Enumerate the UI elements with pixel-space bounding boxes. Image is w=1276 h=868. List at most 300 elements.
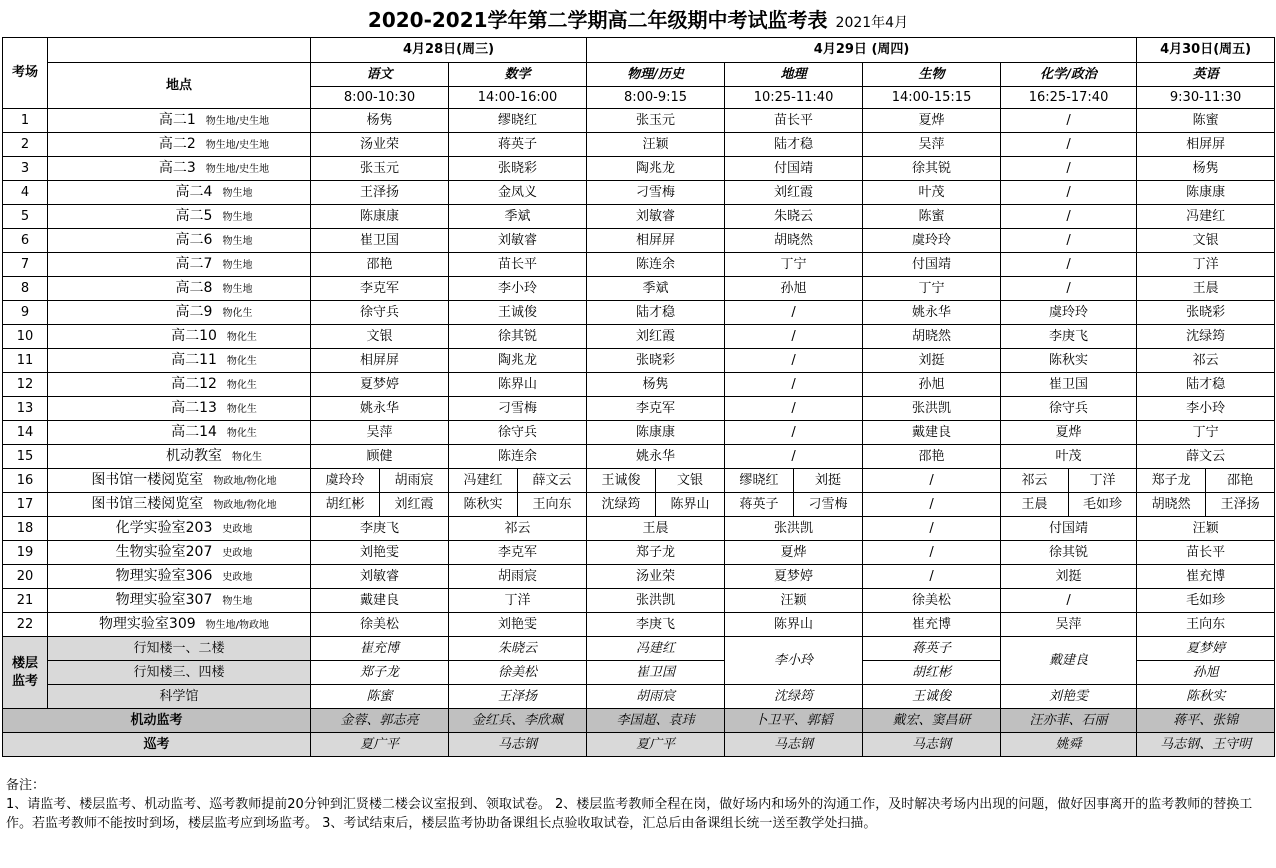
proctor-cell: 虞玲玲	[311, 469, 380, 493]
proctor-cell: 汤业荣	[311, 133, 449, 157]
room-location	[48, 181, 311, 205]
location-name: 物理实验室306	[115, 567, 213, 584]
proctor-cell: 缪晓红	[725, 469, 794, 493]
proctor-cell: /	[725, 445, 863, 469]
location-track: 物化生	[222, 307, 253, 319]
proctor-cell: 陈蜜	[1137, 109, 1275, 133]
table-row	[3, 325, 1275, 349]
location-track: 物化生	[226, 355, 257, 367]
proctor-cell: 刘挺	[1001, 565, 1137, 589]
proctor-cell: 陈康康	[587, 421, 725, 445]
table-bottom	[3, 637, 1275, 757]
room-location	[48, 277, 311, 301]
room-number: 12	[3, 373, 48, 397]
proctor-cell: 戴建良	[863, 421, 1001, 445]
proctor-cell: 刘红霞	[725, 181, 863, 205]
location-track: 物化生	[232, 451, 262, 463]
location-track: 物生地	[222, 187, 253, 199]
location-track: 物生地	[222, 283, 253, 295]
floor-label: 楼层监考	[3, 637, 48, 709]
table-row	[3, 301, 1275, 325]
proctor-cell: 祁云	[1137, 349, 1275, 373]
room-number: 22	[3, 613, 48, 637]
room-location	[48, 613, 311, 637]
proctor-cell: 胡红彬	[311, 493, 380, 517]
proctor-cell: 徐美松	[863, 589, 1001, 613]
location-track: 物生地	[222, 211, 253, 223]
proctor-cell: 崔充博	[863, 613, 1001, 637]
floor-row-1	[3, 637, 1275, 661]
proctor-cell: 刁雪梅	[449, 397, 587, 421]
patrol-cell: 马志钢	[449, 733, 587, 757]
floor-cell: 王泽扬	[449, 685, 587, 709]
proctor-cell: 陈界山	[449, 373, 587, 397]
table-row	[3, 205, 1275, 229]
room-location	[48, 469, 311, 493]
proctor-cell: 相屏屏	[311, 349, 449, 373]
header-subject: 语文	[311, 63, 449, 87]
room-location	[48, 229, 311, 253]
room-number: 14	[3, 421, 48, 445]
proctor-cell: 李克军	[587, 397, 725, 421]
header-date-2: 4月29日 (周四)	[587, 38, 1137, 63]
room-location	[48, 205, 311, 229]
proctor-cell: 杨隽	[587, 373, 725, 397]
floor-cell: 蒋英子	[863, 637, 1001, 661]
proctor-cell: 李庚飞	[311, 517, 449, 541]
location-name: 生物实验室207	[115, 543, 213, 560]
header-date-1: 4月28日(周三)	[311, 38, 587, 63]
proctor-cell: /	[1001, 157, 1137, 181]
floor-location: 科学馆	[48, 685, 311, 709]
proctor-cell: 郑子龙	[587, 541, 725, 565]
proctor-cell: 徐其锐	[449, 325, 587, 349]
proctor-cell: 顾健	[311, 445, 449, 469]
proctor-cell: 汤业荣	[587, 565, 725, 589]
proctor-cell: 吴萍	[311, 421, 449, 445]
proctor-cell: 苗长平	[1137, 541, 1275, 565]
proctor-cell: 朱晓云	[725, 205, 863, 229]
proctor-cell: 崔充博	[1137, 565, 1275, 589]
table-row	[3, 541, 1275, 565]
proctor-cell: 李小玲	[1137, 397, 1275, 421]
proctor-cell: 王泽扬	[1206, 493, 1275, 517]
proctor-cell: /	[1001, 277, 1137, 301]
proctor-cell: 陈界山	[656, 493, 725, 517]
location-name: 高二9	[175, 303, 213, 320]
header-blank	[48, 38, 311, 63]
proctor-cell: 蒋英子	[449, 133, 587, 157]
location-name: 高二3	[158, 159, 196, 176]
proctor-cell: /	[1001, 181, 1137, 205]
room-number: 16	[3, 469, 48, 493]
proctor-cell: 薛文云	[1137, 445, 1275, 469]
proctor-cell: /	[1001, 229, 1137, 253]
proctor-cell: 丁宁	[725, 253, 863, 277]
proctor-cell: 刘红霞	[380, 493, 449, 517]
proctor-cell: 文银	[1137, 229, 1275, 253]
header-date-3: 4月30日(周五)	[1137, 38, 1275, 63]
room-number: 6	[3, 229, 48, 253]
proctor-cell: 苗长平	[725, 109, 863, 133]
proctor-cell: 胡晓然	[863, 325, 1001, 349]
proctor-cell: 李庚飞	[1001, 325, 1137, 349]
location-name: 图书馆一楼阅览室	[91, 471, 204, 488]
header-location: 地点	[48, 63, 311, 109]
table-row	[3, 469, 1275, 493]
location-name: 化学实验室203	[115, 519, 213, 536]
proctor-cell: 汪颖	[1137, 517, 1275, 541]
location-name: 高二11	[171, 351, 217, 368]
proctor-cell: 李庚飞	[587, 613, 725, 637]
proctor-cell: 李小玲	[449, 277, 587, 301]
proctor-cell: /	[1001, 133, 1137, 157]
room-number: 10	[3, 325, 48, 349]
location-name: 高二2	[158, 135, 196, 152]
header-time: 9:30-11:30	[1137, 87, 1275, 109]
proctor-cell: 文银	[656, 469, 725, 493]
table-row	[3, 109, 1275, 133]
proctor-cell: 戴建良	[311, 589, 449, 613]
proctor-cell: 夏烨	[863, 109, 1001, 133]
table-row	[3, 445, 1275, 469]
title-text: 2020-2021学年第二学期高二年级期中考试监考表	[367, 8, 828, 32]
proctor-cell: 夏烨	[725, 541, 863, 565]
proctor-cell: 丁宁	[863, 277, 1001, 301]
proctor-cell: 徐守兵	[311, 301, 449, 325]
proctor-cell: 张洪凯	[725, 517, 863, 541]
header-time: 16:25-17:40	[1001, 87, 1137, 109]
floor-cell: 郑子龙	[311, 661, 449, 685]
room-location	[48, 301, 311, 325]
patrol-cell: 马志钢、王守明	[1137, 733, 1275, 757]
room-location	[48, 589, 311, 613]
proctor-cell: 张晓彩	[449, 157, 587, 181]
page-title	[0, 4, 1276, 34]
proctor-cell: 刘挺	[794, 469, 863, 493]
location-name: 高二13	[171, 399, 217, 416]
patrol-cell: 夏广平	[587, 733, 725, 757]
location-name: 物理实验室309	[98, 615, 196, 632]
proctor-cell: /	[725, 421, 863, 445]
patrol-cell: 姚舜	[1001, 733, 1137, 757]
proctor-cell: 胡晓然	[725, 229, 863, 253]
proctor-cell: 陈秋实	[449, 493, 518, 517]
table-row	[3, 493, 1275, 517]
room-location	[48, 157, 311, 181]
proctor-cell: 付国靖	[1001, 517, 1137, 541]
proctor-cell: 杨隽	[311, 109, 449, 133]
room-number: 19	[3, 541, 48, 565]
table-row	[3, 397, 1275, 421]
room-number: 2	[3, 133, 48, 157]
room-number: 20	[3, 565, 48, 589]
location-name: 高二5	[175, 207, 213, 224]
proctor-cell: 陆才稳	[1137, 373, 1275, 397]
location-name: 机动教室	[166, 447, 222, 464]
proctor-cell: 姚永华	[587, 445, 725, 469]
proctor-cell: 张晓彩	[1137, 301, 1275, 325]
header-time: 10:25-11:40	[725, 87, 863, 109]
proctor-cell: 毛如珍	[1137, 589, 1275, 613]
floor-location: 行知楼三、四楼	[48, 661, 311, 685]
proctor-cell: 冯建红	[449, 469, 518, 493]
proctor-cell: 徐其锐	[863, 157, 1001, 181]
location-track: 物生地/史生地	[205, 115, 270, 127]
proctor-cell: 丁宁	[1137, 421, 1275, 445]
table-row	[3, 589, 1275, 613]
proctor-cell: 文银	[311, 325, 449, 349]
floor-cell: 李小玲	[725, 637, 863, 685]
proctor-cell: 王晨	[1001, 493, 1069, 517]
proctor-cell: /	[863, 517, 1001, 541]
proctor-cell: 张洪凯	[863, 397, 1001, 421]
proctor-cell: /	[725, 301, 863, 325]
proctor-cell: 虞玲玲	[863, 229, 1001, 253]
proctor-cell: 丁洋	[1069, 469, 1137, 493]
header-subject: 英语	[1137, 63, 1275, 87]
floor-cell: 夏梦婷	[1137, 637, 1275, 661]
proctor-cell: 汪颖	[587, 133, 725, 157]
table-row	[3, 157, 1275, 181]
room-number: 1	[3, 109, 48, 133]
room-location	[48, 325, 311, 349]
room-number: 21	[3, 589, 48, 613]
proctor-cell: 汪颖	[725, 589, 863, 613]
proctor-cell: /	[1001, 205, 1137, 229]
table-row	[3, 349, 1275, 373]
proctor-cell: 刁雪梅	[587, 181, 725, 205]
patrol-cell: 马志钢	[863, 733, 1001, 757]
mobile-cell: 卜卫平、郭韬	[725, 709, 863, 733]
proctor-cell: 杨隽	[1137, 157, 1275, 181]
mobile-cell: 金蓉、郭志亮	[311, 709, 449, 733]
proctor-cell: 陈康康	[311, 205, 449, 229]
proctor-cell: 相屏屏	[1137, 133, 1275, 157]
proctor-cell: 叶茂	[1001, 445, 1137, 469]
proctor-cell: 吴萍	[1001, 613, 1137, 637]
proctor-cell: 夏梦婷	[311, 373, 449, 397]
proctor-cell: 郑子龙	[1137, 469, 1206, 493]
proctor-cell: 张玉元	[311, 157, 449, 181]
location-track: 史政地	[222, 547, 253, 559]
header-row-subjects	[3, 63, 1275, 87]
proctor-cell: /	[863, 565, 1001, 589]
proctor-cell: 邵艳	[311, 253, 449, 277]
mobile-cell: 金红兵、李欣珮	[449, 709, 587, 733]
location-name: 高二4	[175, 183, 213, 200]
proctor-cell: 付国靖	[863, 253, 1001, 277]
proctor-cell: 沈绿筠	[1137, 325, 1275, 349]
location-track: 物生地/史生地	[205, 139, 270, 151]
proctor-cell: 叶茂	[863, 181, 1001, 205]
proctor-cell: 张晓彩	[587, 349, 725, 373]
proctor-cell: 付国靖	[725, 157, 863, 181]
floor-cell: 王诚俊	[863, 685, 1001, 709]
proctor-cell: 王向东	[1137, 613, 1275, 637]
table-body	[3, 38, 1275, 637]
header-subject: 生物	[863, 63, 1001, 87]
location-track: 物化生	[226, 379, 257, 391]
room-location	[48, 109, 311, 133]
notes-heading: 备注：	[6, 778, 46, 793]
floor-location: 行知楼一、二楼	[48, 637, 311, 661]
proctor-cell: 相屏屏	[587, 229, 725, 253]
header-subject: 物理/历史	[587, 63, 725, 87]
proctor-cell: 冯建红	[1137, 205, 1275, 229]
proctor-cell: 毛如珍	[1069, 493, 1137, 517]
location-track: 物生地/物政地	[205, 619, 270, 631]
proctor-cell: /	[725, 397, 863, 421]
room-location	[48, 445, 311, 469]
proctor-cell: 王诚俊	[449, 301, 587, 325]
patrol-label: 巡考	[3, 733, 311, 757]
floor-cell: 胡红彬	[863, 661, 1001, 685]
proctor-cell: 徐守兵	[1001, 397, 1137, 421]
room-number: 15	[3, 445, 48, 469]
proctor-cell: 王泽扬	[311, 181, 449, 205]
proctor-cell: 缪晓红	[449, 109, 587, 133]
location-name: 高二14	[171, 423, 217, 440]
header-time: 8:00-9:15	[587, 87, 725, 109]
room-location	[48, 493, 311, 517]
room-number: 9	[3, 301, 48, 325]
proctor-cell: 刘艳雯	[449, 613, 587, 637]
location-name: 高二8	[175, 279, 213, 296]
proctor-cell: /	[1001, 253, 1137, 277]
proctor-cell: 陈康康	[1137, 181, 1275, 205]
header-subject: 数学	[449, 63, 587, 87]
room-number: 13	[3, 397, 48, 421]
room-number: 18	[3, 517, 48, 541]
header-time: 14:00-16:00	[449, 87, 587, 109]
proctor-cell: 李克军	[449, 541, 587, 565]
proctor-cell: /	[863, 469, 1001, 493]
room-number: 3	[3, 157, 48, 181]
room-location	[48, 541, 311, 565]
floor-cell: 胡雨宸	[587, 685, 725, 709]
location-track: 史政地	[222, 571, 253, 583]
location-track: 物政地/物化地	[213, 499, 277, 511]
proctor-cell: 苗长平	[449, 253, 587, 277]
proctor-cell: 张玉元	[587, 109, 725, 133]
proctor-cell: 蒋英子	[725, 493, 794, 517]
location-track: 物生地	[222, 235, 253, 247]
proctor-cell: 崔卫国	[1001, 373, 1137, 397]
floor-cell: 冯建红	[587, 637, 725, 661]
proctor-cell: 吴萍	[863, 133, 1001, 157]
proctor-cell: 姚永华	[863, 301, 1001, 325]
patrol-cell: 马志钢	[725, 733, 863, 757]
proctor-cell: 丁洋	[449, 589, 587, 613]
mobile-label: 机动监考	[3, 709, 311, 733]
table-row	[3, 565, 1275, 589]
table-row	[3, 517, 1275, 541]
floor-cell: 陈秋实	[1137, 685, 1275, 709]
location-name: 高二7	[175, 255, 213, 272]
location-name: 图书馆三楼阅览室	[91, 495, 204, 512]
mobile-cell: 李国超、袁玮	[587, 709, 725, 733]
location-track: 物生地	[222, 595, 253, 607]
proctor-cell: 祁云	[1001, 469, 1069, 493]
room-number: 7	[3, 253, 48, 277]
proctor-cell: 沈绿筠	[587, 493, 656, 517]
proctor-cell: 季斌	[449, 205, 587, 229]
proctor-cell: 刘敏睿	[449, 229, 587, 253]
notes-body: 1、请监考、楼层监考、机动监考、巡考教师提前20分钟到汇贤楼二楼会议室报到、领取试卷。 2、楼层监考教师全程在岗，做好场内和场外的沟通工作，及时解决考场内出现的问题，做好因事离开的监考教师的替换工作。若监考教师不能按时到场，楼层监考应到场监考。 3、考试结束后，楼层监考协助备课组长点验收取试卷，汇总后由备课组长统一送至教学处扫描。	[6, 797, 1253, 831]
proctor-cell: /	[863, 493, 1001, 517]
proctor-cell: 刘敏睿	[311, 565, 449, 589]
floor-cell: 崔卫国	[587, 661, 725, 685]
proctor-cell: 薛文云	[518, 469, 587, 493]
proctor-cell: 姚永华	[311, 397, 449, 421]
room-location	[48, 397, 311, 421]
patrol-cell: 夏广平	[311, 733, 449, 757]
location-track: 物化生	[226, 331, 257, 343]
floor-cell: 崔充博	[311, 637, 449, 661]
table-row	[3, 373, 1275, 397]
room-location	[48, 133, 311, 157]
floor-cell: 沈绿筠	[725, 685, 863, 709]
proctor-cell: 刘挺	[863, 349, 1001, 373]
proctor-cell: 王晨	[587, 517, 725, 541]
room-location	[48, 421, 311, 445]
floor-cell: 戴建良	[1001, 637, 1137, 685]
room-number: 4	[3, 181, 48, 205]
floor-cell: 徐美松	[449, 661, 587, 685]
mobile-cell: 戴宏、窦昌研	[863, 709, 1001, 733]
header-room: 考场	[3, 38, 48, 109]
proctor-cell: 崔卫国	[311, 229, 449, 253]
location-track: 物生地/史生地	[205, 163, 270, 175]
proctor-cell: 胡晓然	[1137, 493, 1206, 517]
header-time: 8:00-10:30	[311, 87, 449, 109]
proctor-cell: /	[1001, 109, 1137, 133]
proctor-cell: 夏梦婷	[725, 565, 863, 589]
location-track: 史政地	[222, 523, 253, 535]
table-row	[3, 133, 1275, 157]
invigilation-table	[2, 37, 1275, 757]
proctor-cell: 王诚俊	[587, 469, 656, 493]
proctor-cell: /	[725, 373, 863, 397]
proctor-cell: 邵艳	[1206, 469, 1275, 493]
proctor-cell: 陈蜜	[863, 205, 1001, 229]
proctor-cell: 徐美松	[311, 613, 449, 637]
proctor-cell: /	[725, 325, 863, 349]
table-row	[3, 277, 1275, 301]
proctor-cell: 孙旭	[863, 373, 1001, 397]
proctor-cell: 王向东	[518, 493, 587, 517]
proctor-cell: 夏烨	[1001, 421, 1137, 445]
proctor-cell: 张洪凯	[587, 589, 725, 613]
room-number: 8	[3, 277, 48, 301]
room-location	[48, 565, 311, 589]
proctor-cell: 祁云	[449, 517, 587, 541]
proctor-cell: 陆才稳	[725, 133, 863, 157]
location-name: 高二12	[171, 375, 217, 392]
location-track: 物化生	[226, 403, 257, 415]
proctor-cell: 刘敏睿	[587, 205, 725, 229]
proctor-cell: 徐其锐	[1001, 541, 1137, 565]
proctor-cell: /	[863, 541, 1001, 565]
room-number: 5	[3, 205, 48, 229]
proctor-cell: 丁洋	[1137, 253, 1275, 277]
proctor-cell: 刘艳雯	[311, 541, 449, 565]
proctor-cell: 陈秋实	[1001, 349, 1137, 373]
proctor-cell: /	[725, 349, 863, 373]
location-name: 物理实验室307	[115, 591, 213, 608]
mobile-row	[3, 709, 1275, 733]
